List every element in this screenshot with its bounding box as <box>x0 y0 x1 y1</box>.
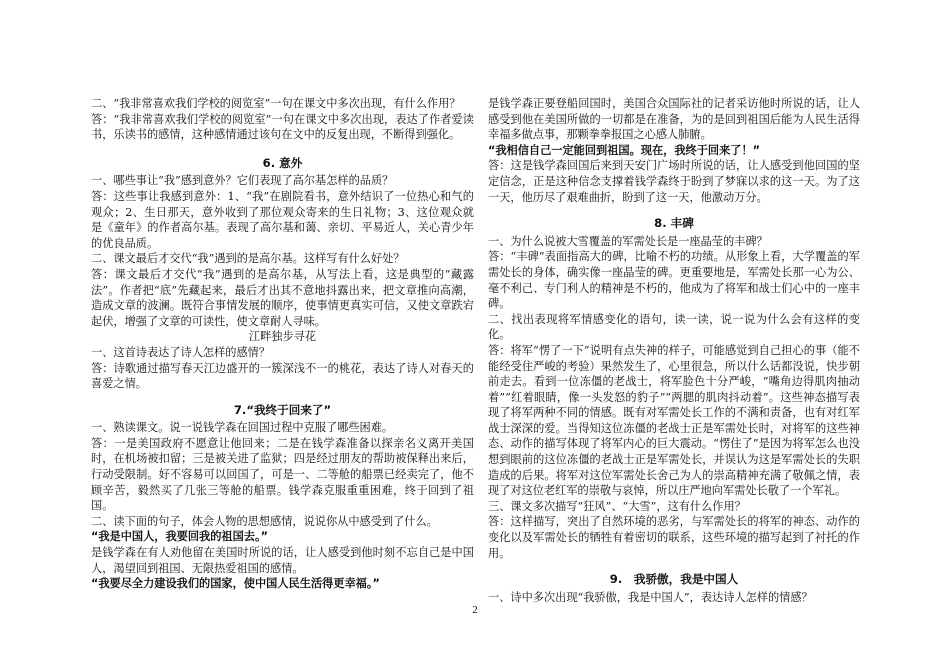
answer-text: 答：课文最后才交代“我”遇到的是高尔基，从写法上看，这是典型的“藏露法”。作者把“底”先藏起来，最后才出其不意地抖露出来，把文章推向高潮，造成文章的波澜。既符合事情发展的顺序，使事情更真实可信，又使文章跌宕起伏，增强了文章的可读性，使文章耐人寻味。 <box>91 267 474 328</box>
answer-text: 答：将军“愣了一下”说明有点失神的样子，可能感觉到自己担心的事（能不能经受住严峻的考验）果然发生了，心里很急，所以什么话都没说，快步朝前走去。看到一位冻僵的老战士，将军脸色十分严峻，“嘴角边得肌肉抽动着”“红着眼睛，像一头发怒的豹子”“两腮的肌肉抖动着”。这些神态描写表现了将军两种不同的情感。既有对军需处长工作的不满和责备，也有对红军战士深深的爱。当得知这位冻僵的老战士正是军需处长时，对将军的这些神态、动作的描写体现了将军内心的巨大震动。“愣住了”是因为将军怎么也没想到眼前的这位冻僵的老战士正是军需处长，并误认为这是军需处长的失职造成的后果。将军对这位军需处长舍己为人的崇高精神充满了敬佩之情，表现了对这位老红军的崇敬与哀悼，所以庄严地向军需处长敬了一个军礼。 <box>488 343 860 498</box>
quote-text: “我要尽全力建设我们的国家，使中国人民生活得更幸福。” <box>91 577 380 591</box>
question-text: 一、诗中多次出现“我骄傲，我是中国人”，表达诗人怎样的情感？ <box>488 590 813 604</box>
answer-text: 是钱学森正要登船回国时，美国合众国际社的记者采访他时所说的话，让人感受到他在美国所做的一切都是在准备，为的是回到祖国后能为人民生活得幸福多做点事，那颗拳拳报国之心感人肺腑。 <box>488 97 860 142</box>
question-text: 一、熟读课文。说一说钱学森在回国过程中克服了哪些困难。 <box>91 421 394 435</box>
section-heading: 8. 丰碑 <box>654 216 694 231</box>
answer-text: 答：这是钱学森回国后来到天安门广场时所说的话，让人感受到他回国的坚定信念，正是这种信念支撑着钱学森终于盼到了梦寐以求的这一天。为了这一天，他历尽了艰难曲折，盼到了这一天，他激动万分。 <box>488 159 860 204</box>
left-column <box>91 96 474 592</box>
section-heading: 7.“我终于回来了” <box>233 402 332 417</box>
question-text: 二、找出表现将军情感变化的语句，读一读，说一说为什么会有这样的变化。 <box>488 312 860 342</box>
answer-text: 答：一是美国政府不愿意让他回来；二是在钱学森准备以探亲名义离开美国时，在机场被扣留；三是被关进了监狱；四是经过朋友的帮助被保释出来后，行动受限制。好不容易可以回国了，可是一、二等舱的船票已经卖完了，他不顾辛苦，毅然买了几张三等舱的船票。钱学森克服重重困难，终于回到了祖国。 <box>91 436 474 513</box>
poem-title: 江畔独步寻花 <box>248 330 317 344</box>
question-text: 二、“我非常喜欢我们学校的阅览室”一句在课文中多次出现，有什么作用？ <box>91 97 461 110</box>
answer-text: 答：“我非常喜欢我们学校的阅览室”一句在课文中多次出现，表达了作者爱读书，乐读书的感情，这种感情通过该句在文中的反复出现，不断得到强化。 <box>91 112 474 142</box>
question-text: 一、这首诗表达了诗人怎样的感情？ <box>91 345 271 359</box>
question-text: 一、为什么说被大雪覆盖的军需处长是一座晶莹的丰碑？ <box>488 234 768 248</box>
question-text: 三、课文多次描写“狂风”、“大雪”，这有什么作用？ <box>488 499 746 513</box>
section-heading: 9. 我骄傲，我是中国人 <box>609 572 739 587</box>
page-number: 2 <box>472 604 478 616</box>
answer-text: 答：诗歌通过描写春天江边盛开的一簇深浅不一的桃花，表达了诗人对春天的喜爱之情。 <box>91 361 474 391</box>
answer-text: 是钱学森在有人劝他留在美国时所说的话，让人感受到他时刻不忘自己是中国人，渴望回到祖国、无限热爱祖国的感情。 <box>91 546 474 575</box>
right-column <box>488 96 860 605</box>
question-text: 二、读下面的句子，体会人物的思想感情，说说你从中感受到了什么。 <box>91 514 438 528</box>
question-text: 一、哪些事让“我”感到意外？它们表现了高尔基怎样的品质？ <box>91 174 394 188</box>
question-text: 二、课文最后才交代“我”遇到的是高尔基。这样写有什么好处？ <box>91 252 405 266</box>
answer-text: 答：这些事让我感到意外：1、“我”在剧院看书，意外结识了一位热心和气的观众；2、生日那天，意外收到了那位观众寄来的生日礼物；3、这位观众就是《童年》的作者高尔基。表现了高尔基和蔼、亲切、平易近人，关心青少年的优良品质。 <box>91 189 474 250</box>
quote-text: “我是中国人，我要回我的祖国去。” <box>91 530 268 544</box>
section-heading: 6. 意外 <box>262 155 303 170</box>
answer-text: 答：“丰碑”表面指高大的碑，比喻不朽的功绩。从形象上看，大学覆盖的军需处长的身体，确实像一座晶莹的碑。更重要地是，军需处长那一心为公、毫不利己、专门利人的精神是不朽的，他成为了将军和战士们心中的一座丰碑。 <box>488 250 860 311</box>
quote-text: “我相信自己一定能回到祖国。现在，我终于回来了！” <box>488 143 761 157</box>
answer-text: 答：这样描写，突出了自然环境的恶劣，与军需处长的将军的神态、动作的变化以及军需处长的牺牲有着密切的联系，这些环境的描写起到了衬托的作用。 <box>488 515 860 560</box>
